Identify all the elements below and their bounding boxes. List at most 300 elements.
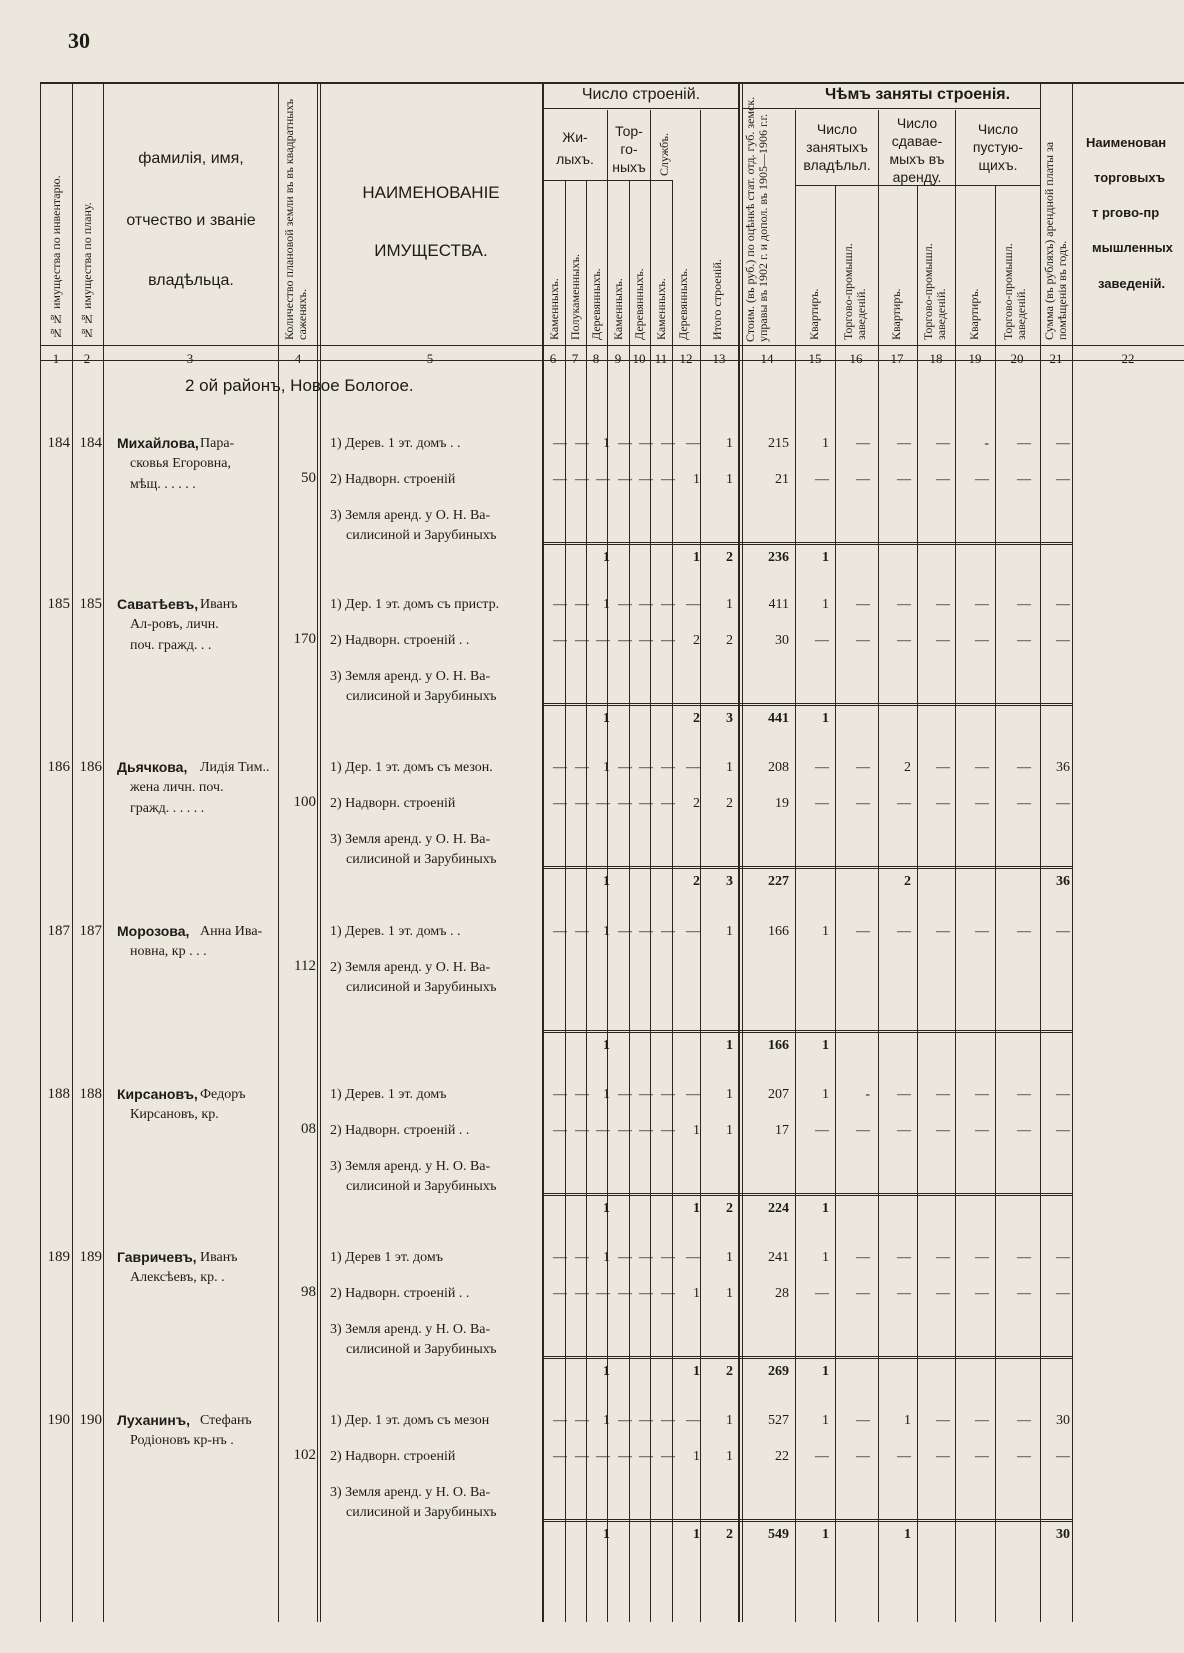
record-item-cell: — (1017, 633, 1031, 648)
record-item-cell: — (1017, 760, 1031, 775)
column-number: 22 (1121, 351, 1135, 366)
record-total-cell: 2 (726, 1201, 733, 1216)
record-item-cell: 1 (693, 472, 700, 487)
record-item-cell: — (1017, 1250, 1031, 1265)
record-item-name-cont: силисиной и Зарубиныхъ (346, 689, 497, 704)
record-item-cell: 1 (726, 597, 733, 612)
record-item-name-cont: силисиной и Зарубиныхъ (346, 1342, 497, 1357)
record-item-cell: 411 (768, 597, 789, 612)
record-total-cell: 227 (768, 874, 789, 889)
record-item-cell: — (596, 1449, 610, 1464)
record-item-cell: 2 (726, 633, 733, 648)
header-stone-3: Каменныхъ. (654, 278, 668, 340)
record-item-cell: — (815, 633, 829, 648)
record-total-cell: 1 (603, 550, 610, 565)
record-item-cell: — (897, 1087, 911, 1102)
record-item-cell: 1 (726, 1413, 733, 1428)
record-item-cell: 30 (1056, 1413, 1070, 1428)
record-item-name: 3) Земля аренд. у О. Н. Ва- (330, 669, 491, 684)
record-item-cell: — (618, 472, 632, 487)
record-inventory-number: 184 (47, 435, 70, 451)
record-owner-surname: Морозова, (117, 923, 190, 939)
record-item-cell: — (856, 1449, 870, 1464)
record-item-cell: 166 (768, 924, 789, 939)
record-land-area: 100 (293, 794, 316, 810)
record-item-cell: — (553, 633, 567, 648)
record-item-cell: - (865, 1087, 870, 1102)
record-item-cell: 1 (603, 924, 610, 939)
record-total-cell: 2 (693, 711, 700, 726)
record-total-cell: 549 (768, 1527, 789, 1542)
record-item-cell: — (553, 597, 567, 612)
column-number: 12 (679, 351, 693, 366)
record-total-cell: 1 (603, 1038, 610, 1053)
header-stone-2: Каменныхъ. (611, 278, 625, 340)
record-item-cell: — (975, 1449, 989, 1464)
record-item-cell: — (618, 1413, 632, 1428)
header-col22-line3: т рговo-пр (1092, 205, 1160, 220)
record-item-cell: 1 (822, 1250, 829, 1265)
record-item-cell: — (596, 472, 610, 487)
record-item-cell: — (975, 633, 989, 648)
record-item-cell: — (639, 1449, 653, 1464)
record-item-cell: — (815, 472, 829, 487)
record-item-cell: — (897, 472, 911, 487)
record-inventory-number: 185 (47, 596, 70, 612)
header-service: Службъ. (657, 133, 671, 176)
record-item-cell: — (639, 1123, 653, 1138)
column-number: 5 (426, 351, 434, 366)
record-inventory-number: 189 (47, 1249, 70, 1265)
record-item-cell: — (661, 1250, 675, 1265)
record-land-area: 170 (293, 631, 316, 647)
record-item-cell: — (686, 1413, 700, 1428)
header-value: Стоим. (въ руб.) по оцѣнкѣ стат. отд. губ. земск. управы въ 1902 г. и допол. въ 1905—1906 г.г. (743, 96, 770, 342)
record-total-cell: 1 (822, 1364, 829, 1379)
header-apartments-1: Квартиръ. (807, 288, 821, 340)
header-col22-line2: торговыхъ (1094, 170, 1166, 185)
record-item-cell: — (936, 924, 950, 939)
record-item-cell: — (575, 1449, 589, 1464)
record-item-cell: — (639, 633, 653, 648)
record-total-cell: 166 (768, 1038, 789, 1053)
record-item-cell: — (618, 924, 632, 939)
record-total-cell: 1 (693, 550, 700, 565)
region-title: 2 ой районъ, Новое Бологое. (185, 376, 414, 395)
record-total-cell: 1 (726, 1038, 733, 1053)
record-item-cell: — (575, 633, 589, 648)
record-item-cell: — (661, 1286, 675, 1301)
record-item-cell: — (1056, 1250, 1070, 1265)
record-item-cell: — (815, 1286, 829, 1301)
record-total-line (542, 1356, 1072, 1359)
record-item-cell: — (815, 796, 829, 811)
record-item-cell: 1 (822, 1413, 829, 1428)
record-total-cell: 1 (822, 1038, 829, 1053)
record-item-cell: — (618, 436, 632, 451)
record-item-cell: — (856, 436, 870, 451)
record-item-cell: 1 (822, 1087, 829, 1102)
record-item-cell: — (661, 1413, 675, 1428)
record-item-cell: — (856, 472, 870, 487)
record-item-cell: — (856, 924, 870, 939)
record-owner-name: Анна Ива- (200, 924, 263, 939)
record-owner-surname: Саватѣевъ, (117, 596, 199, 612)
record-total-cell: 1 (822, 711, 829, 726)
record-item-cell: 19 (775, 796, 789, 811)
column-number: 1 (52, 351, 60, 366)
column-number: 21 (1049, 351, 1063, 366)
record-item-cell: — (897, 1286, 911, 1301)
header-col4: Количество плановой земли въ въ квадратныхъ саженяхъ. (282, 98, 309, 340)
column-number: 9 (614, 351, 622, 366)
record-item-cell: — (575, 1123, 589, 1138)
record-item-cell: — (553, 472, 567, 487)
record-item-cell: — (661, 1087, 675, 1102)
record-item-cell: — (975, 1250, 989, 1265)
record-item-cell: — (686, 597, 700, 612)
record-item-cell: — (575, 796, 589, 811)
record-item-cell: — (1017, 1286, 1031, 1301)
record-item-cell: — (618, 760, 632, 775)
column-number: 14 (760, 351, 774, 366)
record-item-cell: — (661, 1449, 675, 1464)
record-item-cell: — (936, 436, 950, 451)
record-total-cell: 30 (1056, 1527, 1070, 1542)
record-item-name: 2) Надворн. строеній (330, 796, 456, 811)
record-total-cell: 2 (726, 550, 733, 565)
record-item-cell: — (975, 1087, 989, 1102)
record-item-cell: 1 (603, 1413, 610, 1428)
record-item-cell: 1 (693, 1286, 700, 1301)
record-item-cell: — (897, 436, 911, 451)
record-item-cell: — (975, 796, 989, 811)
record-item-cell: — (661, 924, 675, 939)
column-number: 13 (712, 351, 726, 366)
record-item-name: 2) Надворн. строеній (330, 472, 456, 487)
record-total-cell: 36 (1056, 874, 1070, 889)
record-item-cell: 1 (822, 597, 829, 612)
record-item-cell: — (1017, 1449, 1031, 1464)
header-wood-1: Деревянныхъ. (589, 268, 603, 340)
record-item-cell: 1 (603, 1250, 610, 1265)
record-item-cell: — (975, 924, 989, 939)
record-item-cell: 207 (768, 1087, 789, 1102)
header-col22-line1: Наименован (1086, 135, 1167, 150)
record-item-cell: — (856, 633, 870, 648)
record-total-cell: 1 (603, 874, 610, 889)
record-item-cell: — (1056, 633, 1070, 648)
header-rented: Число сдавае-мыхъ въ аренду. (889, 115, 945, 185)
record-item-cell: — (639, 1286, 653, 1301)
column-number: 4 (294, 351, 302, 366)
column-number: 18 (929, 351, 943, 366)
record-item-cell: — (618, 796, 632, 811)
record-land-area: 50 (301, 470, 316, 486)
record-item-cell: — (936, 1449, 950, 1464)
record-item-cell: — (1056, 1123, 1070, 1138)
header-total-buildings: Итого строеній. (710, 259, 724, 340)
record-item-cell: — (1056, 1286, 1070, 1301)
record-owner-name: Стефанъ (200, 1413, 252, 1428)
column-number: 19 (968, 351, 982, 366)
record-item-cell: — (975, 760, 989, 775)
record-item-name-cont: силисиной и Зарубиныхъ (346, 852, 497, 867)
page-number: 30 (68, 28, 90, 53)
record-item-cell: — (856, 597, 870, 612)
record-plan-number: 187 (79, 923, 102, 939)
record-item-cell: — (975, 1123, 989, 1138)
record-item-cell: 1 (822, 924, 829, 939)
record-owner-name: Пара- (200, 436, 235, 451)
record-item-cell: 1 (726, 1123, 733, 1138)
record-item-cell: — (618, 1123, 632, 1138)
record-owner-name: Федоръ (200, 1087, 246, 1102)
record-item-cell: — (639, 472, 653, 487)
record-item-cell: 1 (603, 597, 610, 612)
record-item-cell: — (553, 436, 567, 451)
record-item-cell: 22 (775, 1449, 789, 1464)
record-item-cell: — (936, 796, 950, 811)
record-item-name: 3) Земля аренд. у О. Н. Ва- (330, 508, 491, 523)
header-col2: №№ имущества по плану. (80, 202, 94, 340)
record-item-cell: — (1017, 597, 1031, 612)
record-item-cell: — (639, 1087, 653, 1102)
record-item-cell: — (575, 760, 589, 775)
record-item-cell: — (936, 472, 950, 487)
record-item-cell: — (856, 1413, 870, 1428)
record-owner-line: Алексѣевъ, кр. . (130, 1270, 225, 1285)
record-item-cell: 1 (726, 436, 733, 451)
record-total-cell: 441 (768, 711, 789, 726)
record-item-cell: — (575, 1087, 589, 1102)
record-inventory-number: 186 (47, 759, 70, 775)
record-item-cell: 215 (768, 436, 789, 451)
record-owner-surname: Луханинъ, (117, 1412, 190, 1428)
record-item-cell: — (553, 1449, 567, 1464)
record-item-cell: — (618, 1250, 632, 1265)
header-trade-est-3: Торгово-промышл. заведеній. (1001, 243, 1028, 340)
record-item-cell: — (661, 472, 675, 487)
header-stone-1: Каменныхъ. (547, 278, 561, 340)
header-half-stone: Полукаменныхъ. (568, 253, 582, 340)
record-item-cell: — (686, 924, 700, 939)
record-item-cell: — (639, 436, 653, 451)
record-item-name: 1) Дер. 1 эт. домъ съ мезон. (330, 760, 493, 775)
record-item-cell: — (936, 1087, 950, 1102)
record-item-name: 2) Надворн. строеній (330, 1449, 456, 1464)
record-item-cell: — (553, 1286, 567, 1301)
record-plan-number: 189 (79, 1249, 102, 1265)
record-item-cell: — (596, 1286, 610, 1301)
record-total-cell: 1 (603, 1527, 610, 1542)
record-item-cell: — (639, 796, 653, 811)
record-item-cell: — (575, 1286, 589, 1301)
record-item-cell: 208 (768, 760, 789, 775)
record-item-cell: — (553, 796, 567, 811)
record-total-cell: 236 (768, 550, 789, 565)
record-item-cell: — (553, 1123, 567, 1138)
record-item-cell: — (618, 633, 632, 648)
record-item-cell: — (553, 1413, 567, 1428)
record-item-cell: — (686, 436, 700, 451)
record-owner-line: мѣщ. . . . . . (130, 477, 196, 492)
record-item-cell: 1 (726, 1449, 733, 1464)
record-item-cell: — (815, 760, 829, 775)
record-item-cell: — (575, 1413, 589, 1428)
record-item-cell: — (596, 1123, 610, 1138)
record-item-cell: — (575, 472, 589, 487)
record-total-cell: 2 (726, 1364, 733, 1379)
record-item-name: 3) Земля аренд. у О. Н. Ва- (330, 832, 491, 847)
column-number: 15 (808, 351, 822, 366)
record-total-cell: 2 (693, 874, 700, 889)
record-total-line (542, 1193, 1072, 1196)
record-total-cell: 1 (904, 1527, 911, 1542)
record-item-cell: — (661, 760, 675, 775)
header-col3-line1: фамилія, имя, (138, 150, 244, 167)
record-item-cell: — (856, 1250, 870, 1265)
record-total-cell: 2 (904, 874, 911, 889)
header-trade: Тор-го-ныхъ (612, 123, 646, 175)
record-owner-line: жена личн. поч. (130, 780, 224, 795)
record-item-cell: 2 (693, 796, 700, 811)
record-item-cell: — (936, 597, 950, 612)
record-item-name: 2) Надворн. строеній . . (330, 1286, 470, 1301)
record-inventory-number: 188 (47, 1086, 70, 1102)
record-item-cell: — (1056, 924, 1070, 939)
record-item-cell: — (936, 1123, 950, 1138)
record-owner-line: Родіоновъ кр-нъ . (130, 1433, 234, 1448)
record-item-name: 3) Земля аренд. у Н. О. Ва- (330, 1159, 491, 1174)
record-item-cell: — (936, 760, 950, 775)
record-item-cell: — (618, 597, 632, 612)
record-total-cell: 1 (603, 711, 610, 726)
record-item-name-cont: силисиной и Зарубиныхъ (346, 1505, 497, 1520)
record-total-cell: 1 (603, 1364, 610, 1379)
record-land-area: 112 (294, 958, 316, 974)
record-item-cell: — (897, 597, 911, 612)
record-item-cell: — (1017, 1123, 1031, 1138)
column-number: 7 (571, 351, 579, 366)
record-item-name: 1) Дерев. 1 эт. домъ . . (330, 924, 461, 939)
record-total-cell: 1 (603, 1201, 610, 1216)
record-owner-surname: Дьячкова, (117, 759, 188, 775)
column-number: 20 (1010, 351, 1024, 366)
record-total-line (542, 542, 1072, 545)
record-owner-line: сковья Егоровна, (130, 456, 232, 471)
record-item-cell: — (686, 760, 700, 775)
record-owner-name: Иванъ (200, 597, 238, 612)
record-item-cell: — (856, 760, 870, 775)
record-item-cell: — (661, 796, 675, 811)
record-land-area: 98 (301, 1284, 316, 1300)
record-item-cell: 527 (768, 1413, 789, 1428)
record-item-cell: — (936, 1286, 950, 1301)
column-number: 8 (592, 351, 600, 366)
record-item-cell: — (596, 796, 610, 811)
record-item-cell: 2 (693, 633, 700, 648)
header-col3-line2: отчество и званіе (126, 212, 256, 229)
header-trade-est-1: Торгово-промышл. заведеній. (841, 243, 868, 340)
record-item-cell: - (984, 436, 989, 451)
record-item-cell: 17 (775, 1123, 789, 1138)
record-item-cell: 1 (603, 1087, 610, 1102)
record-item-cell: — (1056, 796, 1070, 811)
record-total-cell: 1 (822, 1201, 829, 1216)
record-total-cell: 269 (768, 1364, 789, 1379)
record-item-cell: 1 (693, 1449, 700, 1464)
record-item-cell: — (815, 1123, 829, 1138)
record-item-cell: — (575, 924, 589, 939)
record-item-cell: — (553, 1250, 567, 1265)
record-item-cell: 1 (693, 1123, 700, 1138)
record-total-line (542, 866, 1072, 869)
record-item-cell: 1 (726, 1087, 733, 1102)
record-item-cell: 1 (822, 436, 829, 451)
record-item-cell: — (639, 924, 653, 939)
record-item-cell: — (1017, 436, 1031, 451)
record-total-cell: 1 (822, 550, 829, 565)
record-owner-line: новна, кр . . . (130, 944, 207, 959)
record-item-cell: 1 (904, 1413, 911, 1428)
record-item-cell: 21 (775, 472, 789, 487)
record-owner-surname: Кирсановъ, (117, 1086, 198, 1102)
record-item-cell: — (1056, 1449, 1070, 1464)
record-item-name: 3) Земля аренд. у Н. О. Ва- (330, 1322, 491, 1337)
header-wood-3: Деревянныхъ. (676, 268, 690, 340)
record-item-cell: — (575, 436, 589, 451)
record-plan-number: 186 (79, 759, 102, 775)
record-item-cell: — (686, 1250, 700, 1265)
header-rent-sum: Сумма (въ рубляхъ) арендной платы за помѣщенія въ годъ. (1042, 141, 1069, 340)
record-land-area: 102 (293, 1447, 316, 1463)
record-owner-line: поч. гражд. . . (130, 638, 212, 653)
record-owner-line: гражд. . . . . . (130, 801, 205, 816)
record-item-cell: — (639, 1413, 653, 1428)
header-trade-est-2: Торгово-промышл. заведеній. (921, 243, 948, 340)
record-land-area: 08 (301, 1121, 316, 1137)
record-item-cell: — (975, 1286, 989, 1301)
record-item-cell: — (897, 1449, 911, 1464)
column-number: 10 (632, 351, 646, 366)
record-total-line (542, 703, 1072, 706)
header-occupied: Чѣмъ заняты строенія. (824, 86, 1011, 103)
record-item-cell: — (639, 760, 653, 775)
record-item-cell: — (975, 472, 989, 487)
record-item-cell: — (686, 1087, 700, 1102)
record-item-cell: 1 (726, 472, 733, 487)
record-item-name: 3) Земля аренд. у Н. О. Ва- (330, 1485, 491, 1500)
record-total-cell: 2 (726, 1527, 733, 1542)
record-item-cell: 1 (726, 1286, 733, 1301)
record-item-cell: — (1017, 1087, 1031, 1102)
record-item-cell: — (553, 924, 567, 939)
record-item-name: 1) Дерев. 1 эт. домъ . . (330, 436, 461, 451)
record-item-name: 1) Дерев. 1 эт. домъ (330, 1087, 447, 1102)
record-item-cell: — (1056, 436, 1070, 451)
record-owner-line: Кирсановъ, кр. (130, 1107, 219, 1122)
record-inventory-number: 190 (47, 1412, 70, 1428)
header-living: Жи-лыхъ. (556, 129, 594, 167)
record-item-cell: — (975, 597, 989, 612)
record-item-cell: — (897, 1123, 911, 1138)
header-empty: Число пустую-щихъ. (972, 121, 1024, 173)
record-item-cell: — (975, 1413, 989, 1428)
column-number: 17 (890, 351, 904, 366)
record-item-cell: — (897, 1250, 911, 1265)
record-total-cell: 224 (768, 1201, 789, 1216)
